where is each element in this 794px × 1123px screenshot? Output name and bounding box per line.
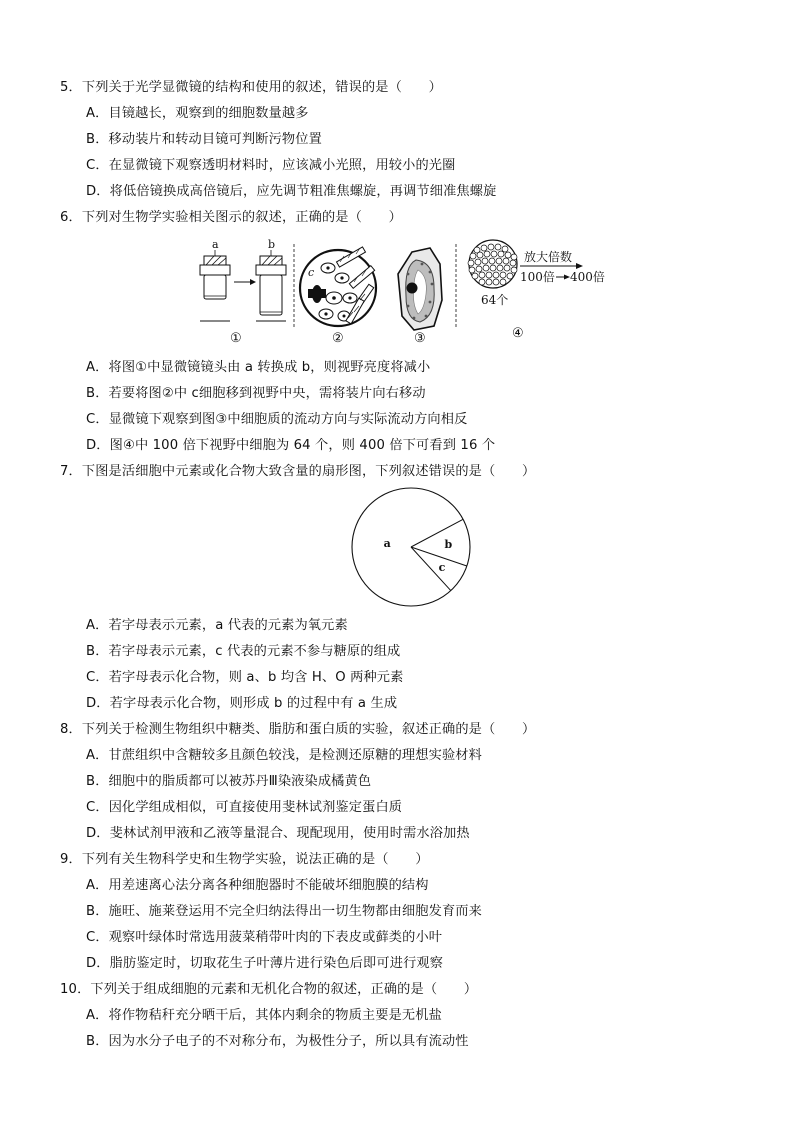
magnify-to: 400倍 <box>570 270 605 284</box>
q9-option-c: C．观察叶绿体时常选用菠菜稍带叶肉的下表皮或藓类的小叶 <box>86 930 443 945</box>
q7-option-d: D．若字母表示化合物，则形成 b 的过程中有 a 生成 <box>86 696 398 711</box>
pie-slice-b-label: b <box>444 538 453 552</box>
q10-option-b: B．因为水分子电子的不对称分布，为极性分子，所以具有流动性 <box>86 1034 469 1049</box>
figure-7-pie-chart <box>350 486 472 608</box>
q6-option-a: A．将图①中显微镜镜头由 a 转换成 b，则视野亮度将减小 <box>86 360 431 375</box>
magnify-from: 100倍 <box>520 270 555 284</box>
q8-option-c: C．因化学组成相似，可直接使用斐林试剂鉴定蛋白质 <box>86 800 403 815</box>
q9-option-a: A．用差速离心法分离各种细胞器时不能破坏细胞膜的结构 <box>86 878 429 893</box>
q9-option-b: B．施旺、施莱登运用不完全归纳法得出一切生物都由细胞发育而来 <box>86 904 482 919</box>
cell-count-label: 64个 <box>481 293 509 307</box>
pie-slice-a-label: a <box>383 536 391 550</box>
lens-a-label: a <box>212 238 219 251</box>
question-8-stem: 8．下列关于检测生物组织中糖类、脂肪和蛋白质的实验，叙述正确的是（ ） <box>60 722 536 737</box>
question-7-stem: 7．下图是活细胞中元素或化合物大致含量的扇形图，下列叙述错误的是（ ） <box>60 464 536 479</box>
panel-label-1: ① <box>230 331 242 346</box>
q5-option-c: C．在显微镜下观察透明材料时，应该减小光照，用较小的光圈 <box>86 158 456 173</box>
figure-6-panel-1-lens-diagram <box>200 238 286 321</box>
question-9-stem: 9．下列有关生物科学史和生物学实验，说法正确的是（ ） <box>60 852 429 867</box>
q6-option-d: D．图④中 100 倍下视野中细胞为 64 个，则 400 倍下可看到 16 个 <box>86 438 496 453</box>
q5-option-b: B．移动装片和转动目镜可判断污物位置 <box>86 132 322 147</box>
q7-option-c: C．若字母表示化合物，则 a、b 均含 H、O 两种元素 <box>86 670 404 685</box>
cell-c-label: c <box>308 266 315 279</box>
figure-6-panel-2-field-of-view <box>300 247 376 326</box>
pie-slice-c-label: c <box>438 561 446 575</box>
q8-option-b: B．细胞中的脂质都可以被苏丹Ⅲ染液染成橘黄色 <box>86 774 372 789</box>
q8-option-a: A．甘蔗组织中含糖较多且颜色较浅，是检测还原糖的理想实验材料 <box>86 748 482 763</box>
magnify-label: 放大倍数 <box>524 250 573 264</box>
question-5-stem: 5．下列关于光学显微镜的结构和使用的叙述，错误的是（ ） <box>60 80 442 95</box>
q7-option-b: B．若字母表示元素，c 代表的元素不参与糖原的组成 <box>86 644 401 659</box>
figure-6 <box>190 236 610 348</box>
q6-option-b: B．若要将图②中 c细胞移到视野中央，需将装片向右移动 <box>86 386 426 401</box>
q10-option-a: A．将作物秸秆充分晒干后，其体内剩余的物质主要是无机盐 <box>86 1008 442 1023</box>
figure-6-panel-4-cell-field <box>468 240 605 307</box>
q5-option-a: A．目镜越长，观察到的细胞数量越多 <box>86 106 309 121</box>
question-6-stem: 6．下列对生物学实验相关图示的叙述，正确的是（ ） <box>60 210 402 225</box>
q5-option-d: D．将低倍镜换成高倍镜后，应先调节粗准焦螺旋，再调节细准焦螺旋 <box>86 184 497 199</box>
q6-option-c: C．显微镜下观察到图③中细胞质的流动方向与实际流动方向相反 <box>86 412 468 427</box>
panel-label-2: ② <box>332 331 344 346</box>
question-10-stem: 10．下列关于组成细胞的元素和无机化合物的叙述，正确的是（ ） <box>60 982 478 997</box>
figure-6-panel-3-plant-cell <box>398 248 442 330</box>
panel-label-4: ④ <box>512 326 524 341</box>
lens-b-label: b <box>268 238 276 251</box>
q8-option-d: D．斐林试剂甲液和乙液等量混合、现配现用，使用时需水浴加热 <box>86 826 470 841</box>
panel-label-3: ③ <box>414 331 426 346</box>
q9-option-d: D．脂肪鉴定时，切取花生子叶薄片进行染色后即可进行观察 <box>86 956 444 971</box>
q7-option-a: A．若字母表示元素，a 代表的元素为氧元素 <box>86 618 348 633</box>
